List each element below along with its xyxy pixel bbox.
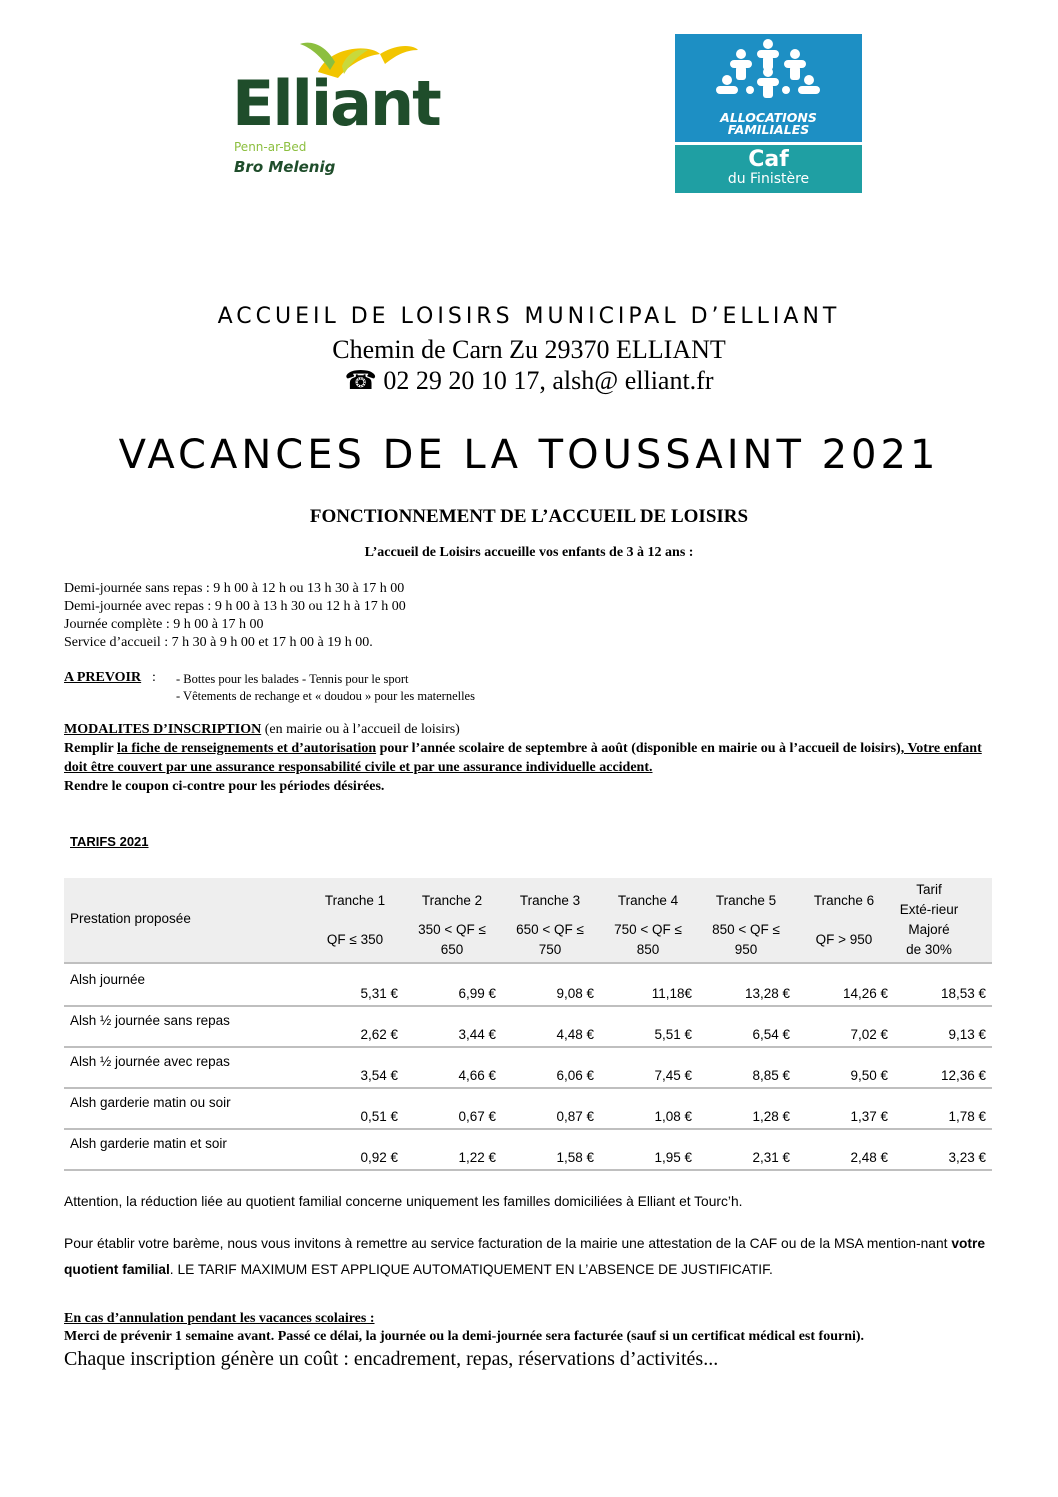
price-cell: 5,31 € [360,986,398,1001]
column-header: Tranche 5 [715,893,777,908]
annulation-text: Merci de prévenir 1 semaine avant. Passé ce délai, la journée ou la demi-journée sera facturée (sauf si un certificat médical est fourni). [64,1329,865,1344]
bareme-note [64,1231,999,1283]
address: Chemin de Carn Zu 29370 ELLIANT [332,335,726,364]
bareme-text: Pour établir votre barème, nous vous invitons à remettre au service facturation de la mairie une attestation de la CAF ou de la MSA mention-nant [64,1236,952,1251]
price-cell: 7,45 € [654,1068,692,1083]
price-cell: 13,28 € [744,986,790,1001]
price-cell: 1,28 € [752,1109,790,1124]
price-cell: 11,18€ [651,986,692,1001]
schedule-item: Service d’accueil : 7 h 30 à 9 h 00 et 17 h 00 à 19 h 00. [64,635,373,650]
modalites-title: MODALITES D’INSCRIPTION [64,722,262,737]
schedule-list [64,580,406,652]
column-qf: Majoré de 30% [906,922,952,957]
annulation-block [64,1310,999,1346]
elliant-tagline-1: Penn-ar-Bed [234,140,307,154]
price-cell: 6,99 € [458,986,496,1001]
price-cell: 9,08 € [556,986,594,1001]
price-cell: 6,06 € [556,1068,594,1083]
price-cell: 1,95 € [654,1150,692,1165]
cost-note: Chaque inscription génère un coût : encadrement, repas, réservations d’activités... [64,1348,719,1370]
table-row [64,1087,992,1130]
caf-line-2: FAMILIALES [727,122,810,137]
price-cell: 2,31 € [752,1150,790,1165]
prevoir-item: - Vêtements de rechange et « doudou » pour les maternelles [176,689,475,703]
fiche-renseignements-link[interactable]: la fiche de renseignements et d’autorisation [117,741,377,756]
schedule-item: Demi-journée sans repas : 9 h 00 à 12 h ou 13 h 30 à 17 h 00 [64,581,405,596]
price-cell: 1,22 € [458,1150,496,1165]
section-title: FONCTIONNEMENT DE L’ACCUEIL DE LOISIRS [309,506,749,527]
prevoir-colon: : [152,670,156,685]
row-label: Alsh garderie matin ou soir [70,1095,231,1110]
column-header: Tranche 3 [519,893,581,908]
modalites-block [64,720,999,796]
phone-icon: ☎ [344,366,377,395]
price-cell: 18,53 € [940,986,986,1001]
column-header: Tranche 4 [617,893,679,908]
caf-subname: du Finistère [727,171,810,187]
price-cell: 0,92 € [360,1150,398,1165]
elliant-logo [230,36,460,186]
table-row [64,1005,992,1048]
price-cell: 1,37 € [850,1109,888,1124]
column-header: Tranche 6 [813,893,875,908]
price-cell: 3,44 € [458,1027,496,1042]
row-label: Alsh garderie matin et soir [70,1136,227,1151]
price-cell: 9,13 € [948,1027,986,1042]
row-label: Alsh journée [70,972,146,987]
price-cell: 1,08 € [654,1109,692,1124]
caf-people-icon [675,34,862,104]
price-cell: 4,48 € [556,1027,594,1042]
page-title: VACANCES DE LA TOUSSAINT 2021 [118,432,940,478]
price-cell: 8,85 € [752,1068,790,1083]
schedule-item: Journée complète : 9 h 00 à 17 h 00 [64,617,264,632]
table-row [64,1128,992,1171]
price-cell: 0,67 € [458,1109,496,1124]
modalites-line-c: Rendre le coupon ci-contre pour les périodes désirées. [64,779,385,794]
column-header: Tranche 1 [324,893,386,908]
prevoir-list [176,671,475,705]
price-cell: 7,02 € [850,1027,888,1042]
column-header: Tranche 2 [421,893,483,908]
modalites-title-suffix: (en mairie ou à l’accueil de loisirs) [261,722,460,737]
prevoir-label: A PREVOIR [64,670,142,685]
schedule-item: Demi-journée avec repas : 9 h 00 à 13 h 30 ou 12 h à 17 h 00 [64,599,406,614]
table-header [64,878,992,964]
organization-name: ACCUEIL DE LOISIRS MUNICIPAL D’ELLIANT [217,304,841,329]
column-qf: 850 < QF ≤ 950 [712,922,780,957]
column-qf: 750 < QF ≤ 850 [614,922,682,957]
column-qf: QF > 950 [815,932,873,947]
price-cell: 0,87 € [556,1109,594,1124]
elliant-tagline-2: Bro Melenig [234,158,336,176]
bareme-text-end: . LE TARIF MAXIMUM EST APPLIQUE AUTOMATIQUEMENT EN L’ABSENCE DE JUSTIFICATIF. [169,1262,773,1277]
tarifs-title: TARIFS 2021 [70,834,149,849]
row-label: Alsh ½ journée avec repas [70,1054,230,1069]
contact-line [0,366,1058,396]
price-cell: 14,26 € [842,986,888,1001]
annulation-title: En cas d’annulation pendant les vacances scolaires : [64,1311,375,1326]
table-row [64,964,992,1007]
price-cell: 4,66 € [458,1068,496,1083]
price-cell: 2,62 € [360,1027,398,1042]
prestation-header: Prestation proposée [70,911,191,926]
intro-text: L’accueil de Loisirs accueille vos enfants de 3 à 12 ans : [364,545,694,560]
price-cell: 3,54 € [360,1068,398,1083]
caf-logo [675,34,862,193]
attention-note: Attention, la réduction liée au quotient familial concerne uniquement les familles domiciliées à Elliant et Tourc’h. [64,1194,743,1209]
column-header: Tarif Exté-rieur [899,882,959,917]
price-cell: 12,36 € [940,1068,986,1083]
caf-line-1: ALLOCATIONS [720,110,817,125]
bareme-bold: votre quotient familial [64,1236,986,1277]
modalites-line-a-rest: pour l’année scolaire de septembre à août (disponible en mairie ou à l’accueil de loisirs) [376,741,901,756]
price-cell: 3,23 € [948,1150,986,1165]
row-label: Alsh ½ journée sans repas [70,1013,230,1028]
contact-text: 02 29 20 10 17, alsh@ elliant.fr [376,366,714,395]
price-cell: 9,50 € [850,1068,888,1083]
column-qf: QF ≤ 350 [326,932,384,947]
modalites-line-a: Remplir [64,741,118,756]
column-qf: 350 < QF ≤ 650 [418,922,486,957]
table-row [64,1046,992,1089]
price-cell: 0,51 € [360,1109,398,1124]
price-cell: 6,54 € [752,1027,790,1042]
modalites-line-b: , Votre enfant doit être couvert par une assurance responsabilité civile et par une assurance individuelle accident. [64,741,982,775]
price-cell: 5,51 € [654,1027,692,1042]
price-cell: 1,78 € [948,1109,986,1124]
price-cell: 2,48 € [850,1150,888,1165]
caf-name: Caf [748,147,789,172]
price-cell: 1,58 € [556,1150,594,1165]
prevoir-item: - Bottes pour les balades - Tennis pour le sport [176,672,409,686]
column-qf: 650 < QF ≤ 750 [516,922,584,957]
elliant-wordmark: Elliant [232,67,440,140]
